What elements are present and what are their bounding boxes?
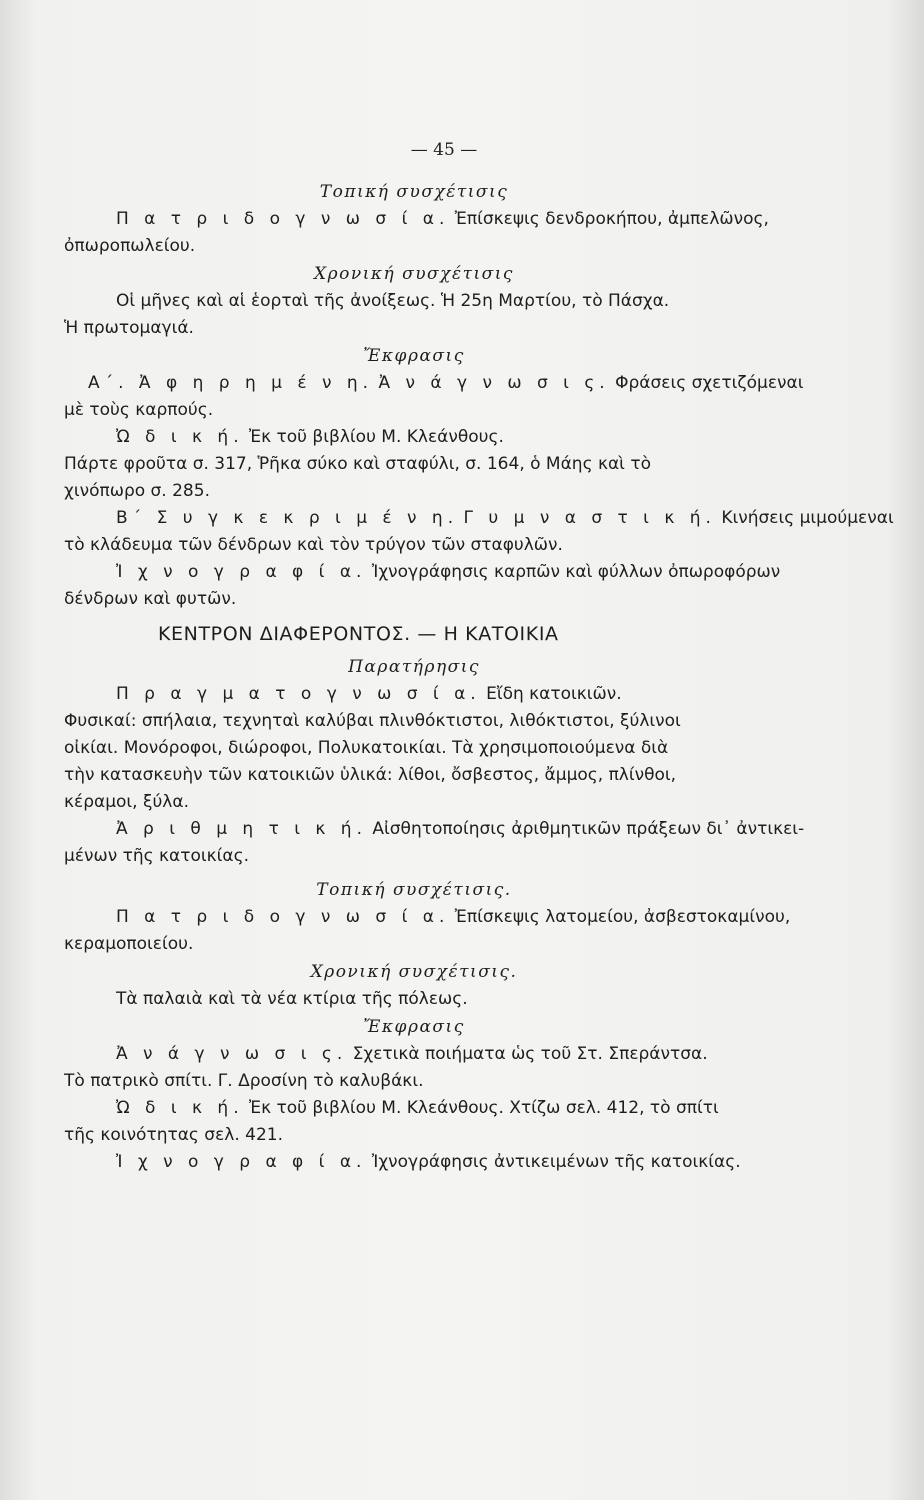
text-songs-1: Πάρτε φροῦτα σ. 317, Ῥῆκα σύκο καὶ σταφύλι, σ. 164, ὁ Μάης καὶ τὸ bbox=[64, 454, 651, 474]
text-observation-1: Φυσικαί: σπήλαια, τεχνηταὶ καλύβαι πλινθόκτιστοι, λιθόκτιστοι, ξύλινοι bbox=[64, 711, 681, 731]
label-patridognosia-2: Π α τ ρ ι δ ο γ ν ω σ ί α. bbox=[116, 907, 450, 927]
heading-time-correlation-2: Χρονική συσχέτισις. bbox=[310, 962, 518, 982]
label-odiki-2: Ὠ δ ι κ ή. bbox=[116, 1098, 244, 1118]
paragraph-pragmatognosia bbox=[64, 681, 764, 708]
heading-expression: Ἔκφρασις bbox=[363, 346, 465, 366]
text-pragmatognosia: Εἴδη κατοικιῶν. bbox=[486, 684, 622, 704]
label-arithmetic: Ἀ ρ ι θ μ η τ ι κ ή. bbox=[116, 819, 367, 839]
text-drawing: Ἰχνογράφησις καρπῶν καὶ φύλλων ὀπωροφόρων bbox=[371, 562, 781, 582]
text-drawing-2: Ἰχνογράφησις ἀντικειμένων τῆς κατοικίας. bbox=[371, 1152, 741, 1172]
text-time-cont: Ἡ πρωτομαγιά. bbox=[64, 318, 194, 338]
text-patridognosia-2: Ἐπίσκεψις λατομείου, ἀσβεστοκαμίνου, bbox=[454, 907, 791, 927]
text-arithmetic-cont: μένων τῆς κατοικίας. bbox=[64, 846, 249, 866]
text-reading-2-cont: Τὸ πατρικὸ σπίτι. Γ. Δροσίνη τὸ καλυβάκι. bbox=[64, 1071, 424, 1091]
text-patridognosia: Ἐπίσκεψις δενδροκήπου, ἀμπελῶνος, bbox=[454, 209, 769, 229]
label-reading: Ἀ ν ά γ ν ω σ ι ς. bbox=[378, 373, 610, 393]
text-observation-4: κέραμοι, ξύλα. bbox=[64, 792, 189, 812]
label-abstract: Α΄. Ἀ φ η ρ η μ έ ν η. bbox=[88, 373, 374, 393]
text-odiki-2: Ἐκ τοῦ βιβλίου Μ. Κλεάνθους. Χτίζω σελ. 412, τὸ σπίτι bbox=[249, 1098, 719, 1118]
label-pragmatognosia: Π ρ α γ μ α τ ο γ ν ω σ ί α. bbox=[116, 684, 481, 704]
text-patridognosia-2-cont: κεραμοποιείου. bbox=[64, 934, 194, 954]
label-reading-2: Ἀ ν ά γ ν ω σ ι ς. bbox=[116, 1044, 348, 1064]
paragraph-arithmetic bbox=[64, 816, 805, 843]
label-concrete: Β΄ Σ υ γ κ ε κ ρ ι μ έ ν η. bbox=[116, 508, 459, 528]
section-title: ΚΕΝΤΡΟΝ ΔΙΑΦΕΡΟΝΤΟΣ. — Η ΚΑΤΟΙΚΙΑ bbox=[158, 623, 559, 645]
paragraph-patridognosia-2 bbox=[64, 904, 791, 931]
text-phrases: Φράσεις σχετιζόμεναι bbox=[615, 373, 804, 393]
text-drawing-cont: δένδρων καὶ φυτῶν. bbox=[64, 589, 237, 609]
text-observation-2: οἰκίαι. Μονόροφοι, διώροφοι, Πολυκατοικίαι. Τὰ χρησιμοποιούμενα διὰ bbox=[64, 738, 669, 758]
paragraph-concrete bbox=[64, 505, 894, 532]
label-patridognosia: Π α τ ρ ι δ ο γ ν ω σ ί α. bbox=[116, 209, 450, 229]
text-odiki-2-cont: τῆς κοινότητας σελ. 421. bbox=[64, 1125, 283, 1145]
label-odiki: Ὠ δ ι κ ή. bbox=[116, 427, 244, 447]
text-observation-3: τὴν κατασκευὴν τῶν κατοικιῶν ὑλικά: λίθοι, ὄσβεστος, ἄμμος, πλίνθοι, bbox=[64, 765, 677, 785]
text-patridognosia-cont: ὀπωροπωλείου. bbox=[64, 236, 196, 256]
page-number: — 45 — bbox=[410, 140, 478, 160]
text-phrases-cont: μὲ τοὺς καρπούς. bbox=[64, 400, 214, 420]
paragraph-odiki-2 bbox=[64, 1095, 764, 1122]
paragraph-drawing-2 bbox=[64, 1149, 764, 1176]
label-gymnastics: Γ υ μ ν α σ τ ι κ ή. bbox=[463, 508, 716, 528]
paragraph-patridognosia bbox=[64, 206, 769, 233]
text-gymnastics-cont: τὸ κλάδευμα τῶν δένδρων καὶ τὸν τρύγον τῶν σταφυλῶν. bbox=[64, 535, 563, 555]
heading-local-correlation: Τοπική συσχέτισις bbox=[319, 182, 509, 202]
text-time: Οἱ μῆνες καὶ αἱ ἑορταὶ τῆς ἀνοίξεως. Ἡ 25η Μαρτίου, τὸ Πάσχα. bbox=[116, 291, 670, 311]
heading-local-correlation-2: Τοπική συσχέτισις. bbox=[316, 880, 512, 900]
heading-time-correlation: Χρονική συσχέτισις bbox=[314, 264, 514, 284]
paragraph-odiki bbox=[64, 424, 764, 451]
text-time-2: Τὰ παλαιὰ καὶ τὰ νέα κτίρια τῆς πόλεως. bbox=[116, 989, 468, 1009]
text-odiki: Ἐκ τοῦ βιβλίου Μ. Κλεάνθους. bbox=[249, 427, 504, 447]
page-text bbox=[64, 140, 894, 1176]
heading-expression-2: Ἔκφρασις bbox=[363, 1017, 465, 1037]
text-gymnastics: Κινήσεις μιμούμεναι bbox=[721, 508, 894, 528]
label-drawing: Ἰ χ ν ο γ ρ α φ ί α. bbox=[116, 562, 367, 582]
heading-observation: Παρατήρησις bbox=[348, 657, 480, 677]
text-arithmetic: Αἰσθητοποίησις ἀριθμητικῶν πράξεων δι᾽ ἀντικει- bbox=[372, 819, 805, 839]
paragraph-abstract bbox=[64, 370, 804, 397]
paragraph-reading-2 bbox=[64, 1041, 764, 1068]
text-reading-2: Σχετικὰ ποιήματα ὡς τοῦ Στ. Σπεράντσα. bbox=[352, 1044, 708, 1064]
paragraph-drawing bbox=[64, 559, 781, 586]
label-drawing-2: Ἰ χ ν ο γ ρ α φ ί α. bbox=[116, 1152, 367, 1172]
text-songs-2: χινόπωρο σ. 285. bbox=[64, 481, 210, 501]
